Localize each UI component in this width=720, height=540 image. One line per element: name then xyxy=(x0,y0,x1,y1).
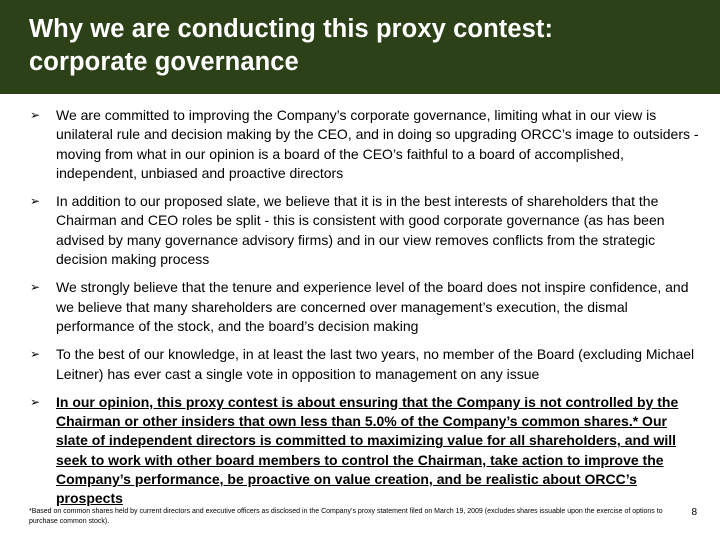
right-arrowhead-icon: ➢ xyxy=(30,394,41,409)
right-arrowhead-icon: ➢ xyxy=(30,280,41,295)
right-arrowhead-icon: ➢ xyxy=(30,108,41,122)
bullet-text: In our opinion, this proxy contest is about ensuring that the Company is not controlled by the Chairman or other insiders that own less than 5.0% of the Company’s common shares.* Our slate of independent directors is committed to maximizing value for all shareholders, and will seek to work with other board members to control the Chairman, take action to improve the Company’s performance, be proactive on value creation, and be realistic about ORCC’s prospects xyxy=(56,393,679,507)
right-arrowhead-icon: ➢ xyxy=(30,194,41,209)
bullet-item-proxy-contest-purpose xyxy=(0,393,720,509)
bullet-text: In addition to our proposed slate, we believe that it is in the best interests of shareholders that the Chairman and CEO roles be split - this is consistent with good corporate governance (as has been advised by many governance advisory firms) and in our view removes conflicts from the strategic decision making process xyxy=(56,193,665,268)
bullet-item-governance xyxy=(0,106,720,183)
slide-title xyxy=(29,13,709,79)
footnote: *Based on common shares held by current directors and executive officers as disclosed in the Company’s proxy statement filed on March 19, 2009 (excludes shares issuable upon the exercise of options to purchase common stock). xyxy=(29,508,663,525)
bullet-item-board-votes xyxy=(0,345,720,384)
slide-title-line-1: Why we are conducting this proxy contest: xyxy=(29,15,554,43)
right-arrowhead-icon: ➢ xyxy=(30,347,41,362)
slide-title-line-2: corporate governance xyxy=(29,48,299,76)
bullet-list xyxy=(0,106,720,518)
bullet-item-board-tenure xyxy=(0,278,720,336)
bullet-text: To the best of our knowledge, in at least the last two years, no member of the Board (excluding Michael Leitner) has ever cast a single vote in opposition to management on any issue xyxy=(56,346,695,382)
bullet-text: We strongly believe that the tenure and experience level of the board does not inspire confidence, and we believe that many shareholders are concerned over management’s execution, the dismal performance of the stock, and the board’s decision making xyxy=(56,279,689,334)
title-bar xyxy=(0,0,720,94)
page-number: 8 xyxy=(691,507,697,518)
bullet-item-split-roles xyxy=(0,192,720,269)
bullet-text: We are committed to improving the Company’s corporate governance, limiting what in our view is unilateral rule and decision making by the CEO, and in doing so upgrading ORCC’s image to outsiders - moving from what in our opinion is a board of the CEO’s faithful to a board of accomplished, independent, unbiased and proactive directors xyxy=(56,107,699,181)
